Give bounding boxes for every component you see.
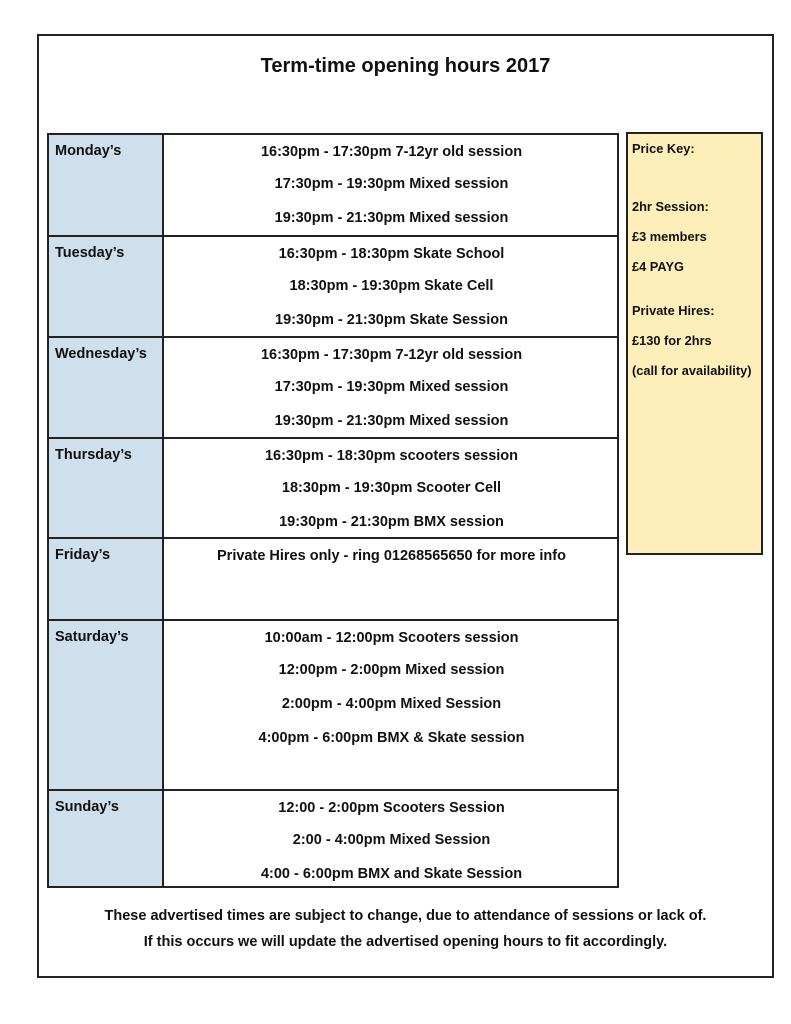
session-item: 19:30pm - 21:30pm Mixed session <box>274 413 509 429</box>
day-label: Wednesday’s <box>49 338 164 437</box>
price-key-heading: Price Key: <box>632 141 695 156</box>
session-item: 19:30pm - 21:30pm Mixed session <box>274 210 509 226</box>
session-item: 16:30pm - 17:30pm 7-12yr old session <box>260 347 523 363</box>
session-item: 16:30pm - 18:30pm scooters session <box>264 448 519 464</box>
session-item: 4:00pm - 6:00pm BMX & Skate session <box>258 730 525 746</box>
session-item: Private Hires only - ring 01268565650 for more info <box>217 548 566 564</box>
day-row-sunday <box>49 791 617 886</box>
price-key-box <box>626 132 763 555</box>
session-item: 4:00 - 6:00pm BMX and Skate Session <box>260 866 523 882</box>
session-price-heading: 2hr Session: <box>632 199 709 214</box>
day-label: Friday’s <box>49 539 164 619</box>
session-list <box>166 338 617 438</box>
day-label: Tuesday’s <box>49 237 164 336</box>
session-item: 16:30pm - 18:30pm Skate School <box>278 246 505 262</box>
session-item: 19:30pm - 21:30pm BMX session <box>279 514 504 530</box>
schedule-table <box>47 133 619 888</box>
day-row-thursday <box>49 439 617 539</box>
session-list <box>166 237 617 337</box>
payg-price: £4 PAYG <box>632 259 684 274</box>
session-item: 18:30pm - 19:30pm Skate Cell <box>289 278 494 294</box>
session-list <box>166 621 617 755</box>
footnote <box>37 903 774 955</box>
day-label: Sunday’s <box>49 791 164 886</box>
session-item: 19:30pm - 21:30pm Skate Session <box>275 312 508 328</box>
session-list <box>166 439 617 539</box>
day-row-saturday <box>49 621 617 791</box>
session-item: 10:00am - 12:00pm Scooters session <box>264 630 519 646</box>
footnote-line: If this occurs we will update the advertised opening hours to fit accordingly. <box>143 934 668 950</box>
session-list <box>166 539 617 571</box>
private-hire-heading: Private Hires: <box>632 303 715 318</box>
session-item: 2:00 - 4:00pm Mixed Session <box>292 832 491 848</box>
footnote-line: These advertised times are subject to change, due to attendance of sessions or lack of. <box>104 908 707 924</box>
day-label: Thursday’s <box>49 439 164 537</box>
session-item: 12:00 - 2:00pm Scooters Session <box>278 800 505 816</box>
session-item: 12:00pm - 2:00pm Mixed session <box>278 662 505 678</box>
private-hire-price: £130 for 2hrs <box>632 333 712 348</box>
day-label: Monday’s <box>49 135 164 235</box>
day-row-tuesday <box>49 237 617 338</box>
session-list <box>166 791 617 891</box>
day-row-monday <box>49 135 617 237</box>
session-item: 18:30pm - 19:30pm Scooter Cell <box>281 480 502 496</box>
day-label: Saturday’s <box>49 621 164 789</box>
day-row-wednesday <box>49 338 617 439</box>
session-list <box>166 135 617 235</box>
session-item: 17:30pm - 19:30pm Mixed session <box>274 176 509 192</box>
session-item: 16:30pm - 17:30pm 7-12yr old session <box>260 144 523 160</box>
day-row-friday <box>49 539 617 621</box>
private-hire-note: (call for availability) <box>632 363 752 378</box>
members-price: £3 members <box>632 229 707 244</box>
page-title: Term-time opening hours 2017 <box>260 55 551 77</box>
session-item: 17:30pm - 19:30pm Mixed session <box>274 379 509 395</box>
session-item: 2:00pm - 4:00pm Mixed Session <box>281 696 502 712</box>
